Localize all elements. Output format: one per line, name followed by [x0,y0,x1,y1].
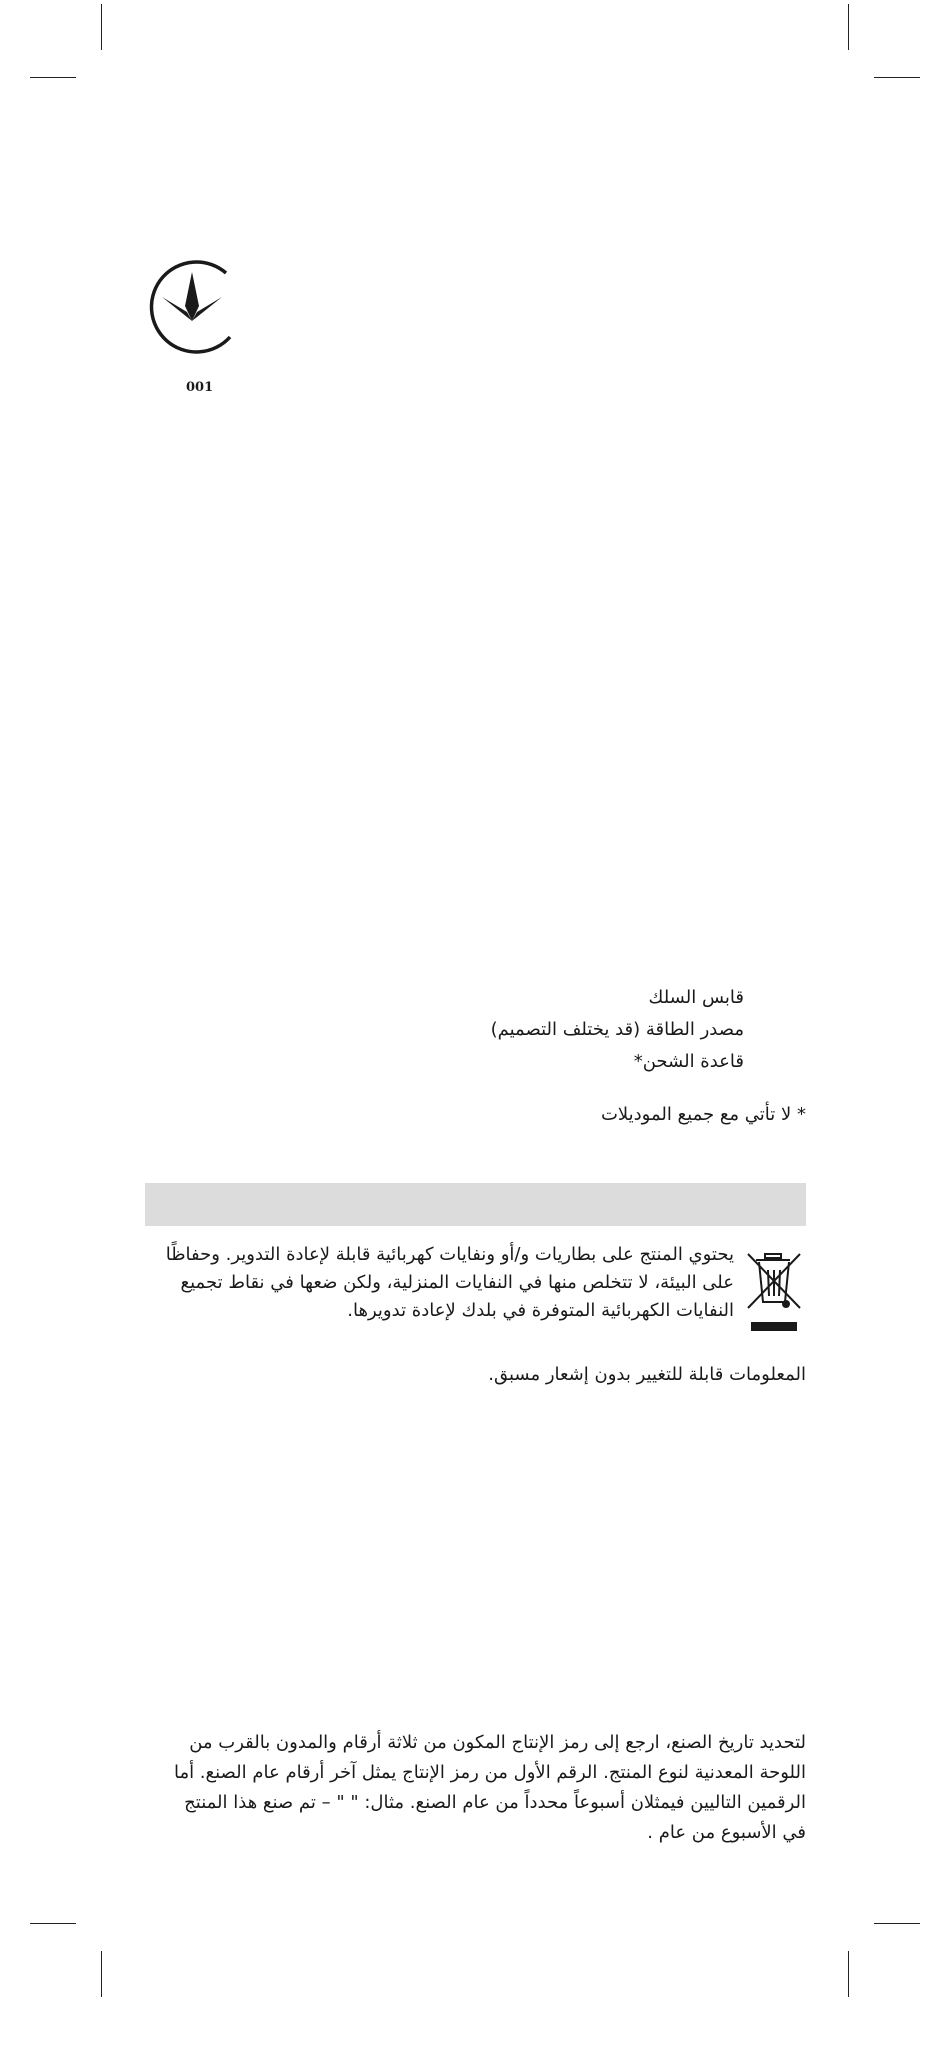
package-item: قابس السلك [648,987,744,1008]
crop-mark [874,1923,920,1924]
package-contents-list [384,982,744,1078]
section-band [145,1183,806,1226]
manufacture-date-info: لتحديد تاريخ الصنع، ارجع إلى رمز الإنتاج المكون من ثلاثة أرقام والمدون بالقرب من اللوحة المعدنية لنوع المنتج. الرقم الأول من رمز الإنتاج يمثل آخر أرقام عام الصنع. أما الرقمين التاليين فيمثلان أسبوعاً محدداً من عام الصنع. مثال: " " – تم صنع هذا المنتج في الأسبوع من عام . [173,1732,806,1843]
ukrsepro-conformity-mark-icon [144,250,240,360]
certification-code: 001 [186,380,214,395]
package-footnote: * لا تأتي مع جميع الموديلات [600,1104,806,1125]
crop-mark [30,1923,76,1924]
crop-mark [101,1951,102,1997]
crop-mark [848,4,849,50]
package-item: مصدر الطاقة (قد يختلف التصميم) [490,1019,744,1040]
crop-mark [101,4,102,50]
disposal-text: يحتوي المنتج على بطاريات و/أو ونفايات كهربائية قابلة لإعادة التدوير. وحفاظًا على البيئة، لا تتخلص منها في النفايات المنزلية، ولكن ضعها في نقاط تجميع النفايات الكهربائية المتوفرة في بلدك لإعادة تدويرها. [165,1244,734,1321]
package-item: قاعدة الشحن* [633,1051,744,1072]
crossed-out-wheelie-bin-icon [744,1248,804,1338]
crop-mark [30,77,76,78]
crop-mark [848,1951,849,1997]
change-notice: المعلومات قابلة للتغيير بدون إشعار مسبق. [488,1364,806,1385]
crop-mark [874,77,920,78]
